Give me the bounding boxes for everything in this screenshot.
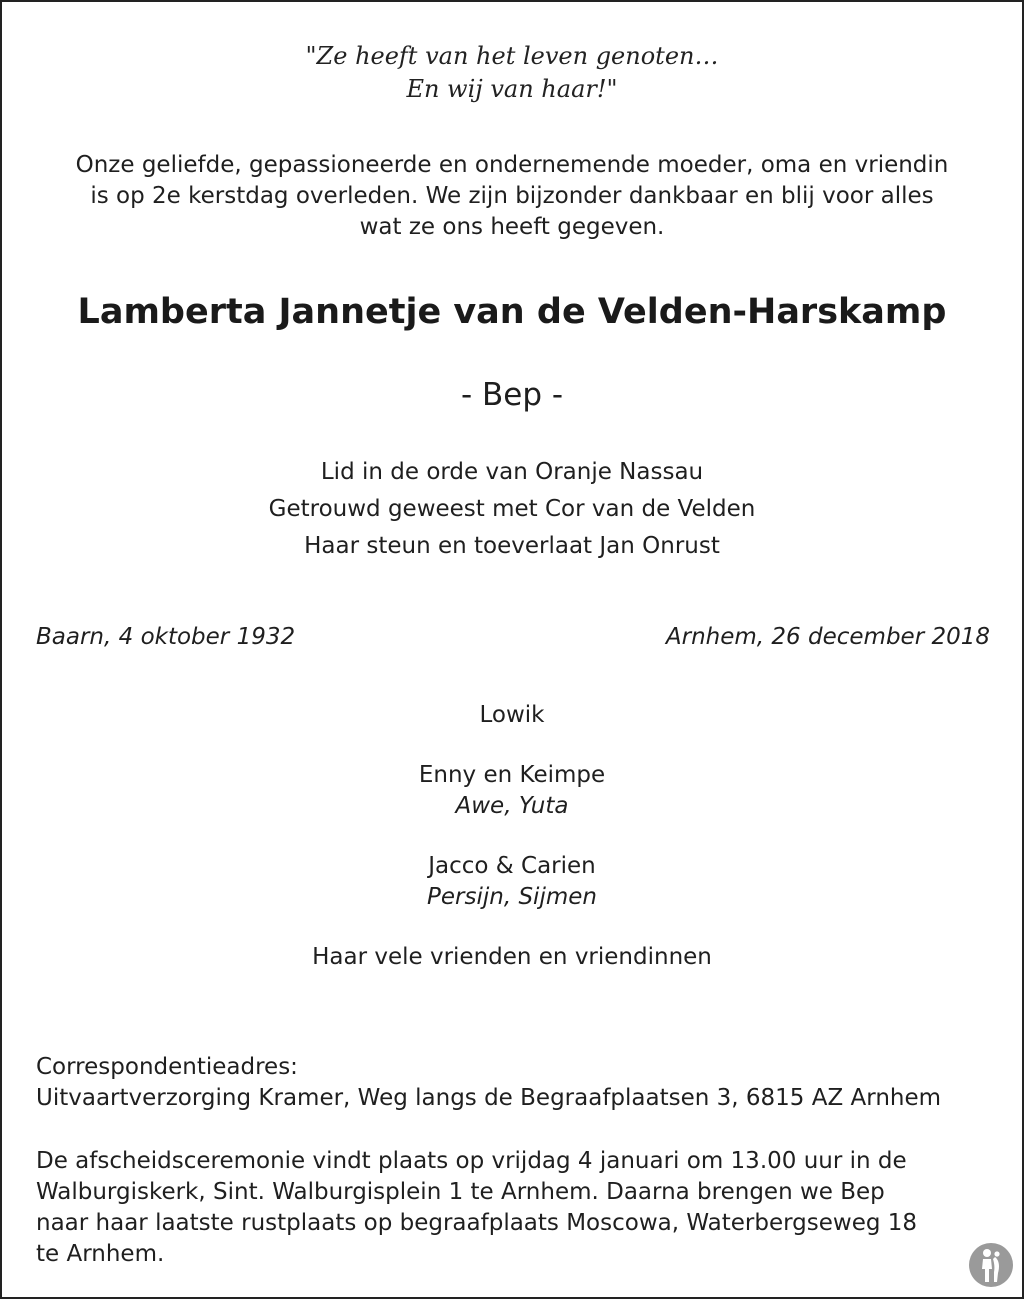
correspondence-block (36, 1052, 996, 1114)
quote-line-1: "Ze heeft van het leven genoten… (305, 42, 719, 70)
fact-item: Lid in de orde van Oranje Nassau (320, 459, 704, 485)
fact-item: Haar steun en toeverlaat Jan Onrust (304, 533, 720, 559)
memorial-logo-icon (968, 1242, 1014, 1288)
ceremony-block (36, 1146, 996, 1270)
ceremony-line-3: naar haar laatste rustplaats op begraafplaats Moscowa, Waterbergseweg 18 (36, 1210, 918, 1236)
ceremony-line-2: Walburgiskerk, Sint. Walburgisplein 1 te Arnhem. Daarna brengen we Bep (36, 1179, 885, 1205)
intro-paragraph (2, 150, 1022, 243)
grandchildren: Persijn, Sijmen (427, 884, 597, 910)
correspondence-address: Uitvaartverzorging Kramer, Weg langs de Begraafplaatsen 3, 6815 AZ Arnhem (36, 1085, 942, 1111)
family-list (2, 700, 1022, 973)
family-member: Enny en Keimpe (418, 762, 606, 788)
ceremony-line-4: te Arnhem. (36, 1241, 165, 1267)
death-place-date: Arnhem, 26 december 2018 (665, 624, 990, 650)
fact-item: Getrouwd geweest met Cor van de Velden (268, 496, 756, 522)
deceased-full-name: Lamberta Jannetje van de Velden-Harskamp (77, 292, 947, 332)
quote-line-2: En wij van haar!" (406, 75, 618, 103)
life-facts (2, 454, 1022, 565)
intro-line-3: wat ze ons heeft gegeven. (359, 214, 665, 240)
intro-line-2: is op 2e kerstdag overleden. We zijn bijzonder dankbaar en blij voor alles (90, 183, 934, 209)
grandchildren: Awe, Yuta (455, 793, 569, 819)
family-member: Jacco & Carien (428, 853, 596, 879)
ceremony-line-1: De afscheidsceremonie vindt plaats op vrijdag 4 januari om 13.00 uur in de (36, 1148, 907, 1174)
correspondence-label: Correspondentieadres: (36, 1054, 298, 1080)
friends-line: Haar vele vrienden en vriendinnen (312, 944, 712, 970)
family-member: Lowik (479, 702, 545, 728)
intro-line-1: Onze geliefde, gepassioneerde en ondernemende moeder, oma en vriendin (75, 152, 949, 178)
opening-quote (2, 40, 1022, 106)
birth-place-date: Baarn, 4 oktober 1932 (36, 624, 296, 650)
deceased-nickname: - Bep - (460, 377, 564, 413)
